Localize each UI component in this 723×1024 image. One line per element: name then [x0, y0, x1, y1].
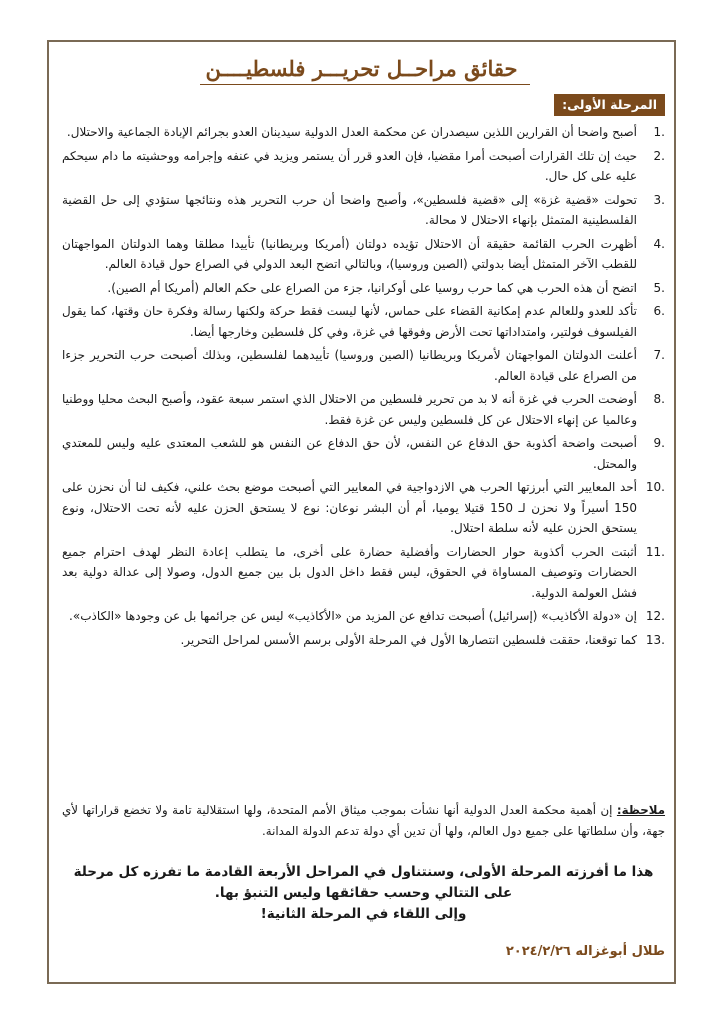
list-item-text: أصبحت واضحة أكذوبة حق الدفاع عن النفس، لأن حق الدفاع عن النفس هو للشعب المعتدى عليه وليس للمعتدي والمحتل. — [62, 436, 637, 471]
closing-statement — [62, 862, 665, 925]
note-text: إن أهمية محكمة العدل الدولية أنها نشأت بموجب ميثاق الأمم المتحدة، ولها استقلالية تامة ولا تخضع قراراتها لأي جهة، وأن سلطاتها على جميع دول العالم، ولها أن تدين أي دولة تدعم الدولة المدانة. — [62, 803, 665, 838]
list-item-number: 8. — [653, 392, 665, 406]
closing-line: هذا ما أفرزته المرحلة الأولى، وسنتناول في المراحل الأربعة القادمة ما تفرزه كل مرحلة — [73, 864, 654, 880]
note-label: ملاحظة: — [616, 803, 666, 817]
list-item — [62, 345, 665, 386]
list-item — [62, 301, 665, 342]
list-item-text: أثبتت الحرب أكذوبة حوار الحضارات وأفضلية حضارة على أخرى، ما يتطلب إعادة النظر لهدف احترام جميع الحضارات وتوصيف المساواة في الحقوق، ليس فقط داخل الدول بل بين جميع الدول، وصولا إلى عدالة دولية بعد فشل العولمة الدولية. — [62, 544, 637, 600]
title-underline — [200, 84, 530, 85]
signature: طلال أبوغزاله ٢٠٢٤/٢/٢٦ — [505, 944, 665, 959]
list-item-text: أوضحت الحرب في غزة أنه لا بد من تحرير فلسطين من الاحتلال الذي استمر سبعة عقود، وأصبح البحث محليا ووطنيا وعالميا عن إنهاء الاحتلال عن كل فلسطين وليس عن غزة فقط. — [62, 392, 637, 427]
list-item-number: 1. — [653, 125, 665, 139]
facts-list — [62, 122, 665, 653]
list-item-number: 3. — [653, 192, 665, 207]
list-item-text: حيث إن تلك القرارات أصبحت أمرا مقضيا، فإن العدو قرر أن يستمر ويزيد في عنفه وإجرامه ووحشيته ما دام سيحكم عليه على كل حال. — [62, 148, 637, 183]
list-item-number: 6. — [653, 304, 665, 318]
list-item — [62, 542, 665, 604]
list-item — [62, 122, 665, 143]
list-item-number: 10. — [645, 480, 665, 494]
list-item-text: أعلنت الدولتان المواجهتان لأمريكا وبريطانيا (الصين وروسيا) تأييدهما لفلسطين، وبذلك أصبحت حرب التحرير جزءا من الصراع على قيادة العالم. — [62, 348, 637, 383]
closing-line: على التتالي وحسب حقائقها وليس التنبؤ بها. — [214, 885, 513, 901]
list-item-text: تأكد للعدو وللعالم عدم إمكانية القضاء على حماس، لأنها ليست فقط حركة ولكنها رسالة وفكرة حان وقتها، كما يقول الفيلسوف فولتير، وامتداداتها تحت الأرض وفوقها في غزة، وفي كل فلسطين وخارجها أيضا. — [62, 304, 637, 339]
closing-line: وإلى اللقاء في المرحلة الثانية! — [260, 906, 467, 922]
page-title: حقائق مراحــل تحريـــر فلسطيــــن — [205, 56, 518, 81]
list-item-text: أصبح واضحا أن القرارين اللذين سيصدران عن محكمة العدل الدولية سيدينان العدو بجرائم الإبادة الجماعية والاحتلال. — [66, 125, 637, 139]
list-item — [62, 190, 665, 231]
list-item — [62, 278, 665, 299]
list-item — [62, 389, 665, 430]
list-item-number: 13. — [645, 632, 665, 647]
list-item — [62, 630, 665, 651]
list-item-text: أحد المعايير التي أبرزتها الحرب هي الازدواجية في المعايير التي أصبحت موضع بحث علني، فكيف لنا أن نحزن على 150 أسيراً ولا نحزن لـ 150 قتيلا يوميا، أم أن البشر نوعان: نوع لا يستحق الحزن عليه لأنه تحت الاحتلال، ونوع يستحق الحزن عليه لأنه سلطة احتلال. — [62, 480, 637, 535]
list-item-number: 9. — [653, 436, 665, 450]
list-item-text: أظهرت الحرب القائمة حقيقة أن الاحتلال تؤيده دولتان (أمريكا وبريطانيا) تأييدا مطلقا وهما الدولتان المواجهتان للقطب الآخر المتمثل أيضا بدولتي (الصين وروسيا)، وبالتالي اتضح البعد الدولي في الصراع حول قيادة العالم. — [62, 236, 637, 271]
list-item-number: 5. — [653, 280, 665, 295]
list-item-text: تحولت «قضية غزة» إلى «قضية فلسطين»، وأصبح واضحا أن حرب التحرير هذه ونتائجها ستؤدي إلى حل القضية الفلسطينية المتمثل بإنهاء الاحتلال لا محالة. — [62, 192, 637, 227]
list-item — [62, 606, 665, 627]
list-item-text: اتضح أن هذه الحرب هي كما حرب روسيا على أوكرانيا، جزء من الصراع على حكم العالم (أمريكا أم الصين). — [107, 280, 637, 295]
list-item-number: 2. — [653, 148, 665, 163]
list-item — [62, 234, 665, 275]
list-item-number: 11. — [645, 544, 665, 559]
list-item-number: 7. — [653, 348, 665, 362]
list-item-number: 4. — [653, 236, 665, 251]
list-item-text: كما توقعنا، حققت فلسطين انتصارها الأول في المرحلة الأولى برسم الأسس لمراحل التحرير. — [180, 632, 637, 647]
list-item — [62, 433, 665, 474]
list-item — [62, 477, 665, 539]
stage-header: المرحلة الأولى: — [554, 94, 665, 116]
list-item-text: إن «دولة الأكاذيب» (إسرائيل) أصبحت تدافع عن المزيد من «الأكاذيب» ليس عن جرائمها بل عن وجودها «الكاذب». — [69, 609, 637, 623]
note-paragraph — [62, 800, 665, 842]
list-item — [62, 146, 665, 187]
list-item-number: 12. — [645, 609, 665, 623]
